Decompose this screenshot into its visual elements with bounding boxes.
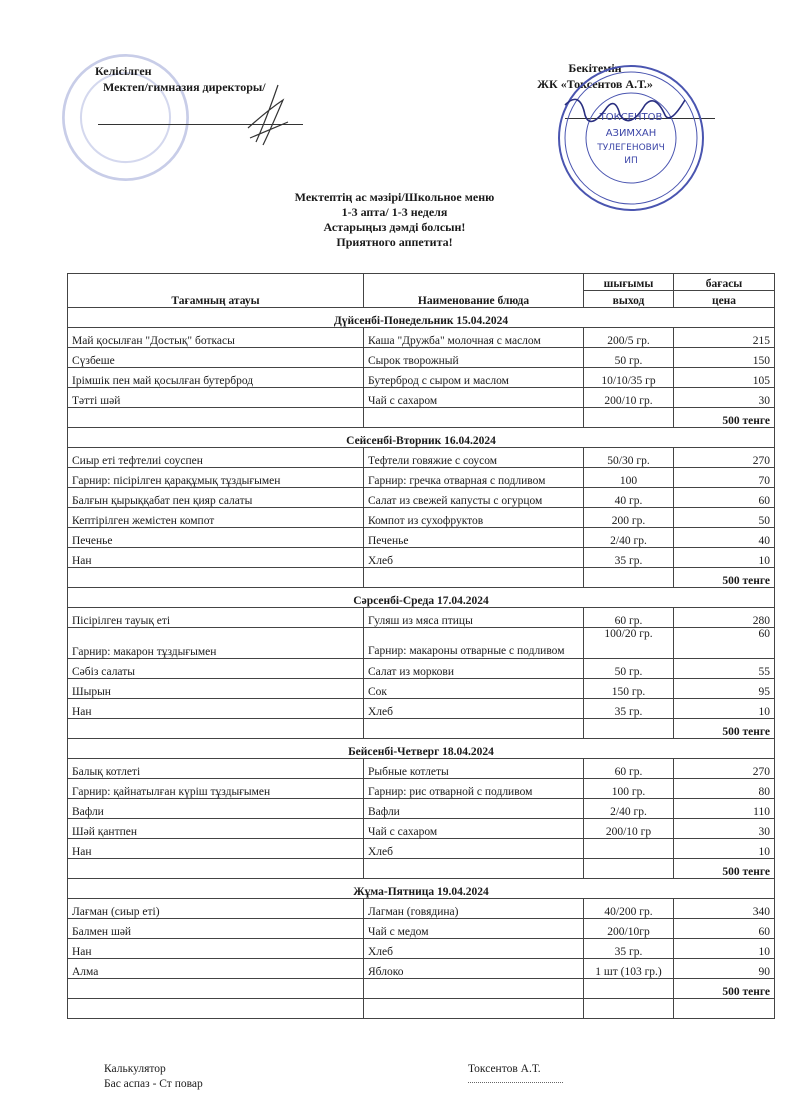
dish-name-ru: Рыбные котлеты	[364, 759, 584, 779]
dish-output: 1 шт (103 гр.)	[584, 959, 674, 979]
menu-item-row	[68, 328, 775, 348]
dish-output: 40 гр.	[584, 488, 674, 508]
day-header-row	[68, 308, 775, 328]
dish-name-kz: Гарнир: макарон тұздығымен	[68, 628, 364, 659]
dish-name-kz: Шәй қантпен	[68, 819, 364, 839]
empty-cell	[68, 408, 364, 428]
dish-price: 105	[674, 368, 775, 388]
dish-price: 55	[674, 659, 775, 679]
menu-item-row	[68, 548, 775, 568]
empty-cell	[68, 719, 364, 739]
dish-output: 200 гр.	[584, 508, 674, 528]
dish-name-ru: Яблоко	[364, 959, 584, 979]
menu-item-row	[68, 819, 775, 839]
empty-cell	[68, 999, 364, 1019]
dish-name-kz: Лағман (сиыр еті)	[68, 899, 364, 919]
approval-right-line1: Бекітемін	[568, 61, 622, 75]
dish-name-ru: Лагман (говядина)	[364, 899, 584, 919]
dish-output: 50 гр.	[584, 348, 674, 368]
empty-cell	[68, 568, 364, 588]
menu-item-row	[68, 628, 775, 659]
dish-price: 60	[674, 628, 775, 659]
dish-name-ru: Компот из сухофруктов	[364, 508, 584, 528]
approval-right-line2: ЖК «Токсентов А.Т.»	[537, 77, 653, 91]
dish-name-kz: Кептірілген жемістен компот	[68, 508, 364, 528]
dish-name-kz: Нан	[68, 699, 364, 719]
table-header-row-1	[68, 274, 775, 291]
empty-cell	[364, 979, 584, 999]
dish-price: 10	[674, 939, 775, 959]
menu-item-row	[68, 388, 775, 408]
day-header-row	[68, 588, 775, 608]
dish-output: 60 гр.	[584, 759, 674, 779]
day-title: Сейсенбі-Вторник 16.04.2024	[68, 428, 775, 448]
empty-cell	[584, 999, 674, 1019]
day-total-row	[68, 568, 775, 588]
menu-table	[67, 273, 775, 1019]
dish-name-kz: Вафли	[68, 799, 364, 819]
empty-cell	[364, 859, 584, 879]
dish-output: 100/20 гр.	[584, 628, 674, 659]
dish-name-kz: Балғын қырыққабат пен қияр салаты	[68, 488, 364, 508]
header-name-kz: Тағамның атауы	[68, 274, 364, 308]
menu-item-row	[68, 348, 775, 368]
empty-row	[68, 999, 775, 1019]
dish-name-ru: Салат из свежей капусты с огурцом	[364, 488, 584, 508]
approver-signature	[560, 85, 690, 140]
dish-output: 2/40 гр.	[584, 528, 674, 548]
dish-output: 100	[584, 468, 674, 488]
dish-name-ru: Хлеб	[364, 548, 584, 568]
dish-price: 110	[674, 799, 775, 819]
dish-name-ru: Салат из моркови	[364, 659, 584, 679]
empty-cell	[364, 999, 584, 1019]
dish-name-kz: Сиыр еті тефтелиі соуспен	[68, 448, 364, 468]
dish-name-kz: Пісірілген тауық еті	[68, 608, 364, 628]
dish-name-ru: Каша "Дружба" молочная с маслом	[364, 328, 584, 348]
dish-name-kz: Сүзбеше	[68, 348, 364, 368]
header-output-kz: шығымы	[584, 274, 674, 291]
seal-patronymic: ТУЛЕГЕНОВИЧ	[597, 143, 665, 153]
empty-cell	[584, 859, 674, 879]
dish-price: 80	[674, 779, 775, 799]
dish-price: 90	[674, 959, 775, 979]
empty-cell	[584, 979, 674, 999]
menu-item-row	[68, 528, 775, 548]
dish-price: 10	[674, 548, 775, 568]
dish-name-ru: Тефтели говяжие с соусом	[364, 448, 584, 468]
dish-price: 340	[674, 899, 775, 919]
dish-price: 30	[674, 388, 775, 408]
menu-item-row	[68, 488, 775, 508]
dish-name-ru: Гарнир: гречка отварная с подливом	[364, 468, 584, 488]
menu-item-row	[68, 699, 775, 719]
dish-output: 60 гр.	[584, 608, 674, 628]
dish-price: 270	[674, 448, 775, 468]
day-total: 500 тенге	[674, 408, 775, 428]
dish-price: 280	[674, 608, 775, 628]
dish-name-kz: Ірімшік пен май қосылған бутерброд	[68, 368, 364, 388]
dish-output: 50/30 гр.	[584, 448, 674, 468]
wish-kz: Астарыңыз дәмді болсын!	[323, 220, 466, 234]
day-title: Дүйсенбі-Понедельник 15.04.2024	[68, 308, 775, 328]
dish-output: 150 гр.	[584, 679, 674, 699]
dish-price: 215	[674, 328, 775, 348]
dish-name-kz: Сәбіз салаты	[68, 659, 364, 679]
director-signature	[238, 80, 298, 150]
dish-name-ru: Гарнир: макароны отварные с подливом	[364, 628, 584, 659]
dish-name-ru: Сок	[364, 679, 584, 699]
footer-signature-line	[468, 1082, 563, 1083]
footer-chef: Бас аспаз - Ст повар	[104, 1078, 203, 1090]
empty-cell	[68, 859, 364, 879]
dish-output: 200/10 гр	[584, 819, 674, 839]
dish-price: 10	[674, 839, 775, 859]
menu-item-row	[68, 799, 775, 819]
dish-name-ru: Печенье	[364, 528, 584, 548]
dish-price: 60	[674, 919, 775, 939]
dish-price: 50	[674, 508, 775, 528]
menu-item-row	[68, 448, 775, 468]
dish-name-kz: Нан	[68, 939, 364, 959]
seal-type: ИП	[624, 156, 638, 166]
dish-name-kz: Нан	[68, 548, 364, 568]
dish-price: 30	[674, 819, 775, 839]
dish-output: 35 гр.	[584, 699, 674, 719]
footer-calculator: Калькулятор	[104, 1063, 166, 1075]
menu-item-row	[68, 508, 775, 528]
dish-name-ru: Вафли	[364, 799, 584, 819]
empty-cell	[68, 979, 364, 999]
day-header-row	[68, 879, 775, 899]
wish-ru: Приятного аппетита!	[336, 235, 453, 249]
header-price-kz: бағасы	[674, 274, 775, 291]
footer-signer-name: Токсентов А.Т.	[468, 1063, 541, 1075]
empty-cell	[584, 719, 674, 739]
day-total: 500 тенге	[674, 719, 775, 739]
menu-title: Мектептің ас мәзірі/Школьное меню	[294, 190, 495, 204]
week-label: 1-3 апта/ 1-3 неделя	[341, 205, 448, 219]
dish-output: 100 гр.	[584, 779, 674, 799]
dish-output: 10/10/35 гр	[584, 368, 674, 388]
dish-name-kz: Май қосылған "Достық" боткасы	[68, 328, 364, 348]
day-header-row	[68, 428, 775, 448]
menu-item-row	[68, 939, 775, 959]
dish-output: 2/40 гр.	[584, 799, 674, 819]
approval-left-line1: Келісілген	[95, 64, 152, 78]
day-title: Сәрсенбі-Среда 17.04.2024	[68, 588, 775, 608]
header-price-ru: цена	[674, 291, 775, 308]
menu-item-row	[68, 919, 775, 939]
dish-name-kz: Алма	[68, 959, 364, 979]
footer-left	[104, 1062, 203, 1092]
dish-name-kz: Гарнир: қайнатылған күріш тұздығымен	[68, 779, 364, 799]
menu-item-row	[68, 679, 775, 699]
menu-item-row	[68, 608, 775, 628]
dish-name-kz: Тәтті шәй	[68, 388, 364, 408]
day-total-row	[68, 719, 775, 739]
menu-item-row	[68, 659, 775, 679]
empty-cell	[584, 408, 674, 428]
dish-output: 200/10гр	[584, 919, 674, 939]
menu-item-row	[68, 759, 775, 779]
seal-surname: ТОКСЕНТОВ	[599, 112, 663, 123]
dish-output: 35 гр.	[584, 548, 674, 568]
day-total: 500 тенге	[674, 979, 775, 999]
dish-output: 200/10 гр.	[584, 388, 674, 408]
day-total-row	[68, 979, 775, 999]
dish-name-ru: Чай с медом	[364, 919, 584, 939]
day-total: 500 тенге	[674, 859, 775, 879]
dish-name-ru: Чай с сахаром	[364, 819, 584, 839]
menu-item-row	[68, 839, 775, 859]
dish-price: 10	[674, 699, 775, 719]
day-total-row	[68, 408, 775, 428]
dish-name-ru: Хлеб	[364, 939, 584, 959]
day-title: Жұма-Пятница 19.04.2024	[68, 879, 775, 899]
dish-name-kz: Балық котлеті	[68, 759, 364, 779]
dish-name-kz: Балмен шәй	[68, 919, 364, 939]
dish-name-ru: Гарнир: рис отварной с подливом	[364, 779, 584, 799]
dish-name-kz: Гарнир: пісірілген қарақұмық тұздығымен	[68, 468, 364, 488]
dish-name-ru: Сырок творожный	[364, 348, 584, 368]
empty-cell	[584, 568, 674, 588]
menu-item-row	[68, 959, 775, 979]
dish-price: 95	[674, 679, 775, 699]
header-output-ru: выход	[584, 291, 674, 308]
dish-price: 270	[674, 759, 775, 779]
dish-price: 150	[674, 348, 775, 368]
menu-title-block	[0, 190, 789, 250]
dish-price: 70	[674, 468, 775, 488]
dish-name-kz: Печенье	[68, 528, 364, 548]
empty-cell	[674, 999, 775, 1019]
empty-cell	[364, 719, 584, 739]
menu-item-row	[68, 899, 775, 919]
dish-name-ru: Хлеб	[364, 699, 584, 719]
dish-output: 40/200 гр.	[584, 899, 674, 919]
empty-cell	[364, 408, 584, 428]
approval-left-line2: Мектеп/гимназия директоры/	[103, 80, 266, 94]
menu-item-row	[68, 468, 775, 488]
day-title: Бейсенбі-Четверг 18.04.2024	[68, 739, 775, 759]
dish-name-ru: Гуляш из мяса птицы	[364, 608, 584, 628]
menu-item-row	[68, 779, 775, 799]
day-header-row	[68, 739, 775, 759]
dish-name-ru: Бутерброд с сыром и маслом	[364, 368, 584, 388]
menu-item-row	[68, 368, 775, 388]
dish-output: 50 гр.	[584, 659, 674, 679]
dish-price: 60	[674, 488, 775, 508]
dish-output: 200/5 гр.	[584, 328, 674, 348]
header-name-ru: Наименование блюда	[364, 274, 584, 308]
day-total-row	[68, 859, 775, 879]
dish-name-kz: Нан	[68, 839, 364, 859]
dish-output	[584, 839, 674, 859]
dish-name-ru: Хлеб	[364, 839, 584, 859]
dish-price: 40	[674, 528, 775, 548]
empty-cell	[364, 568, 584, 588]
seal-firstname: АЗИМХАН	[605, 128, 657, 139]
dish-name-kz: Шырын	[68, 679, 364, 699]
dish-name-ru: Чай с сахаром	[364, 388, 584, 408]
footer-right	[468, 1062, 541, 1077]
day-total: 500 тенге	[674, 568, 775, 588]
dish-output: 35 гр.	[584, 939, 674, 959]
